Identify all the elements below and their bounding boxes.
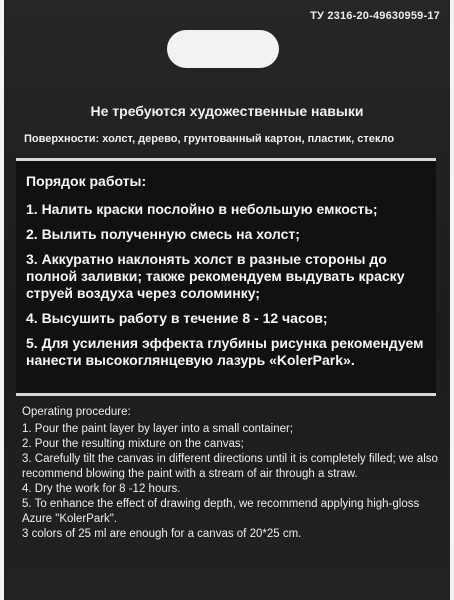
ru-step: 4. Высушить работу в течение 8 - 12 часов;: [26, 310, 328, 326]
en-step: 2. Pour the resulting mixture on the canvas;: [22, 438, 244, 450]
en-procedure-title: Operating procedure:: [22, 406, 131, 418]
ru-step: 3. Аккуратно наклонять холст в разные стороны до полной заливки; также рекомендуем выдувать краску струей воздуха через соломинку;: [26, 251, 405, 301]
tagline: Не требуются художественные навыки: [90, 103, 364, 119]
en-step: 3. Carefully tilt the canvas in different directions until it is completely filled; we also recommend blowing the paint with a stream of air through a straw.: [22, 453, 438, 480]
spec-code: ТУ 2316-20-49630959-17: [310, 10, 440, 22]
en-steps-list: [22, 422, 442, 527]
package-back: [4, 0, 450, 600]
ru-step: 2. Вылить полученную смесь на холст;: [26, 226, 300, 242]
ru-procedure-box: [16, 158, 436, 396]
ru-steps-list: [26, 201, 430, 377]
en-step: 4. Dry the work for 8 -12 hours.: [22, 483, 181, 495]
en-step: 5. To enhance the effect of drawing depth, we recommend applying high-gloss Azure "KolerPark".: [22, 498, 420, 525]
surfaces-text: Поверхности: холст, дерево, грунтованный картон, пластик, стекло: [24, 133, 395, 145]
hang-hole: [167, 30, 279, 68]
en-procedure: [22, 405, 442, 542]
ru-step: 1. Налить краски послойно в небольшую емкость;: [26, 201, 378, 217]
en-step: 1. Pour the paint layer by layer into a small container;: [22, 423, 294, 435]
ru-step: 5. Для усиления эффекта глубины рисунка рекомендуем нанести высокоглянцевую лазурь «KolerPark».: [26, 335, 424, 368]
ru-procedure-title: Порядок работы:: [26, 173, 147, 189]
coverage-note: 3 colors of 25 ml are enough for a canvas of 20*25 cm.: [22, 528, 302, 540]
